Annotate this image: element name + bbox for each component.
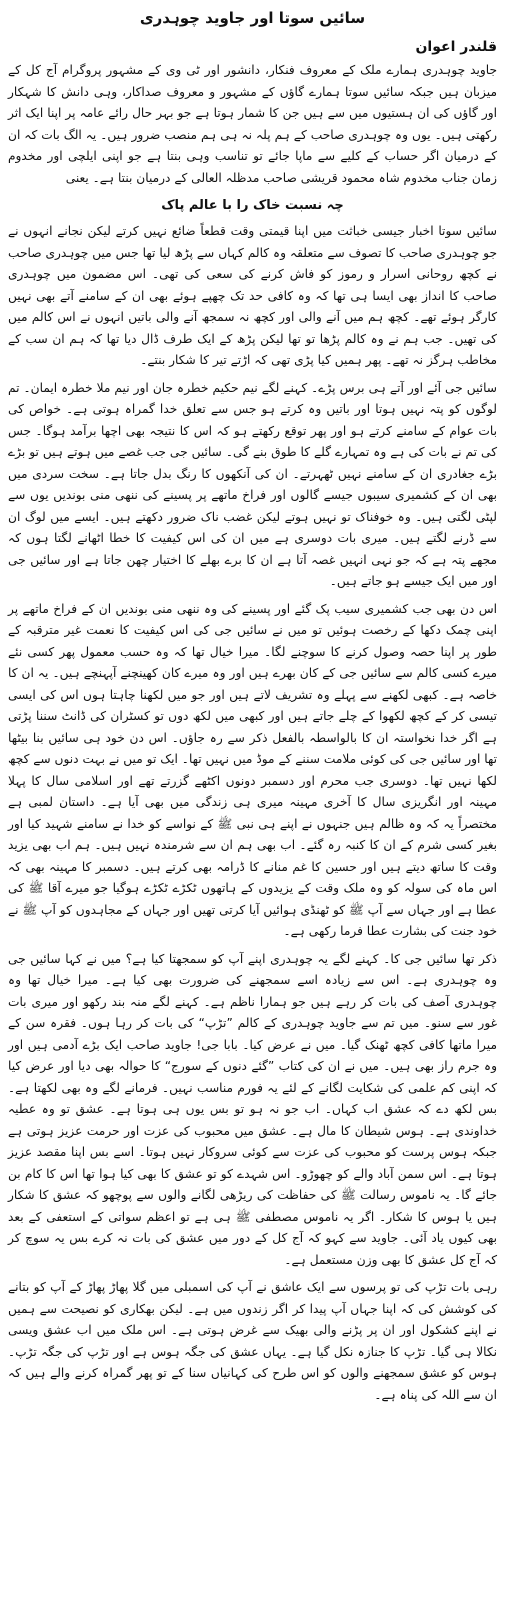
article-paragraph: ذکر تھا سائیں جی کا۔ کہنے لگے یہ چوہدری اپنے آپ کو سمجھتا کیا ہے؟ میں نے کہا سائیں جی وہ چوہدری ہے۔ اس سے زیادہ اسے سمجھنے کی ضرورت بھی کیا ہے۔ میرا خیال تھا وہ چوہدری آصف کی بات کر رہے ہیں جو ہمارا ناظم ہے۔ کہنے لگے منہ بند رکھو اور میری بات غور سے سنو۔ میں تم سے جاوید چوہدری کے کالم ”تڑپ“ کی بات کر رہا ہوں۔ فقرہ سن کے میرا ماتھا کافی کچھ ٹھنک گیا۔ میں نے عرض کیا۔ بابا جی! جاوید صاحب ایک بڑے آدمی ہیں اور وہ جرم راز بھی ہیں۔ میں نے ان کی کتاب ”گئے دنوں کے سورج“ کا حوالہ بھی دیا اور عرض کیا کہ اپنی کم علمی کی شکایت لگانے کے لئے یہ فورم مناسب نہیں۔ فرمانے لگے وہ بھی لکھتا ہے۔ بس لکھ دے کہ عشق اب کہاں۔ اب جو نہ ہو تو بس یوں ہی ہوتا ہے۔ عشق تو وہ عطیہ خداوندی ہے۔ ہوس شیطان کا مال ہے۔ عشق میں محبوب کی عزت اور حرمت عزیز ہوتی ہے جبکہ ہوس پرست کو محبوب کی عزت سے کوئی سروکار نہیں ہوتا۔ اسے بس اپنا مقصد عزیز ہوتا ہے۔ اس سمن آباد والے کو چھوڑو۔ اس شہدے کو تو عشق کا بھی کیا ہوا تھا اس کا کام بن جائے گا۔ یہ ناموس رسالت ﷺ کی حفاظت کی ریڑھی لگانے والوں سے پوچھو کہ عشق کا شکار ہیں یا ہوس کا شکار۔ اگر یہ ناموس مصطفی ﷺ ہی ہے تو اعظم سواتی کے استعفی کے بعد بھی کیوں یاد آئی۔ جاوید سے کہو کہ آج کل کے دور میں عشق کی بات نہ کرے بس یہ سوچ کر کہ آج کل عشق کا بھی وزن مستعمل ہے۔ (8, 951, 497, 1267)
article-title: سائیں سوتا اور جاوید چوہدری (139, 9, 366, 27)
article-paragraph: اس دن بھی جب کشمیری سیب پک گئے اور پسینے کی وہ ننھی منی بوندیں ان کے فراخ ماتھے پر اپنی چمک دکھا کے رخصت ہوئیں تو میں نے سائیں جی کی اس کیفیت کا نعمت غیر مترقبہ کے طور پر اپنا حصہ وصول کرنے کا سوچنے لگا۔ میرا خیال تھا کہ وہ حسب معمول پھر کسی نئے میرے کسی کالم سے سائیں جی کے کان بھرے ہیں اور وہ میرے کان کھینچنے آپہنچے ہیں۔ یہ ان کا خاصہ ہے۔ کبھی لکھنے سے پہلے وہ تشریف لاتے ہیں اور جو میں لکھنا چاہتا ہوں اس کی ایسی تیسی کر کے کچھ لکھوا کے چلے جاتے ہیں اور کبھی میں لکھ دوں تو کسٹران کی ڈانٹ سننا پڑتی ہے اگر خدا نخواستہ ان کا بالواسطہ بالفعل ذکر سے رہ جاؤں۔ اس دن خود ہی سائیں بنا بیٹھا تھا اور سائیں جی کی کوئی ملامت سننے کے موڈ میں نہیں تھا۔ ایک تو میں نے بہت دنوں سے کچھ لکھا نہیں تھا۔ دوسری جب محرم اور دسمبر دونوں اکٹھے گزرتے تھے اور اسلامی سال کا پہلا مہینہ اور انگریزی سال کا آخری مہینہ میری ہی زندگی میں بھی آیا ہے۔ داستان لمبی ہے مختصراً یہ کہ وہ ظالم ہیں جنہوں نے اپنے ہی نبی ﷺ کے نواسے کو خدا نے سامنے شہید کیا اور بغیر کسی شرم کے ان کا کنبہ رہ گئے۔ اب بھی ہم ان سے شرمندہ نہیں ہیں۔ ہم اب بھی یزید وقت کا ساتھ دیتے ہیں اور حسین کا غم منانے کا ڈرامہ بھی کرتے ہیں۔ دسمبر کا مہینہ بھی کہ اس ماہ کی سولہ کو وہ ملک وقت کے یزیدوں کے ہاتھوں ٹکڑے ٹکڑے ہوگیا جو میرے آقا ﷺ کی عطا ہے اور جہاں سے آپ ﷺ کو ٹھنڈی ہوائیں آیا کرتی تھیں اور جہاں کے مجاہدوں کو آپ ﷺ نے خود جنت کی بشارت عطا فرما رکھی ہے۔ (8, 601, 497, 938)
author-byline: قلندر اعوان (415, 39, 497, 55)
article-paragraph: سائیں سوتا اخبار جیسی خباثت میں اپنا قیمتی وقت قطعاً ضائع نہیں کرتے لیکن نجانے انہوں نے جو چوہدری صاحب کا تصوف سے متعلقہ وہ کالم کہاں سے پڑھ لیا تھا جس میں چوہدری صاحب نے کچھ روحانی اسرار و رموز کو فاش کرنے کی سعی کی تھی۔ اس مضمون میں چوہدری صاحب کا انداز بھی ایسا ہی تھا کہ وہ کافی حد تک چھپے ہوئے بھی ان کے سامنے آتے بھی نہیں کارگر ہوئے تھے۔ کچھ ہم میں آنے والی اور کچھ نہ سمجھ آنے والی باتیں انہوں نے اس کالم میں کی تھیں۔ جب ہم نے وہ کالم پڑھا تو تھا لیکن پڑھ کے ایک طرف ڈال دیا تھا کہ ہم ان سب کے مخاطب ہرگز نہ تھے۔ پھر ہمیں کیا پڑی تھی کہ اڑتے تیر کا شکار بنتے۔ (8, 224, 497, 367)
article-paragraph: سائیں جی آئے اور آتے ہی برس پڑے۔ کہنے لگے نیم حکیم خطرہ جان اور نیم ملا خطرہ ایمان۔ تم لوگوں کو پتہ نہیں ہوتا اور باتیں وہ کرتے ہو جس سے تعلق خدا گمراہ ہوتی ہے۔ خواص کی بات عوام کے سامنے کرتے ہو اور پھر توقع رکھتے ہو کہ اس کا نتیجہ بھی اچھا برآمد ہوگا۔ جس کی تم نے بات کی ہے وہ تمہارے گلے کا طوق بنے گی۔ سائیں جی جب غصے میں ہوتے ہیں تو بڑے بڑے جغادری ان کے سامنے نہیں ٹھہرتے۔ ان کی آنکھوں کا رنگ بدل جاتا ہے۔ سخت سردی میں بھی ان کے کشمیری سیبوں جیسے گالوں اور فراخ ماتھے پر پسینے کی ننھی منی بوندیں یوں سے لپٹی لگتی ہیں۔ وہ خوفناک تو نہیں ہوتے لیکن غضب ناک ضرور دکھتے ہیں۔ ایسے میں لوگ ان سے ڈرنے لگتے ہیں۔ میری بات دوسری ہے میں ان کی اس کیفیت کا خطا اٹھانے لگتا ہوں کہ مجھے پتہ ہے کہ جو نہی انہیں غصہ آتا ہے ان کا برے بھلے کا اختیار چھن جاتا ہے اور سائیں جی اور میں ایک جیسے ہو جاتے ہیں۔ (8, 380, 497, 588)
article-paragraph: رہی بات تڑپ کی تو پرسوں سے ایک عاشق نے آپ کی اسمبلی میں گلا پھاڑ پھاڑ کے آپ کو بتانے کی کوشش کی کہ اپنا جہاں آپ پیدا کر اگر زندوں میں ہے۔ لیکن بھکاری کو نصیحت سے ہمیں نے اپنے کشکول اور ان پر پڑنے والی بھیک سے غرض ہوتی ہے۔ اس ملک میں اب عشق ویسی نکالا ہی گیا۔ تڑپ کا جنازہ نکل گیا ہے۔ یہاں عشق کی جگہ ہوس ہے اور تڑپ کی جگہ تڑپ۔ ہوس کو عشق سمجھنے والوں کو اس طرح کی کہانیاں سنا کے تو پھر گمراہ کرنے والے ہیں کہ ان سے اللہ کی پناہ ہے۔ (8, 1280, 497, 1402)
article-paragraph: جاوید چوہدری ہمارے ملک کے معروف فنکار، دانشور اور ٹی وی کے مشہور پروگرام آج کل کے میزبان ہیں جبکہ سائیں سوتا ہمارے گاؤں کے مشہور و معروف صداکار، وہی دانش کا شہکار اور گاؤں کی ان ہستیوں میں سے ہیں جن کا شمار ہوتا ہے جو بہر حال رائے عامہ پر اپنا ایک اثر رکھتی ہیں۔ یوں وہ چوہدری صاحب کے ہم پلہ نہ ہی ہم منصب ضرور ہیں۔ یہ الگ بات کہ ان کے درمیان اگر حساب کے کلیے سے ماپا جائے تو تناسب وہی بنتا ہے جو اپنی ایلچی اور مخدوم زمان جناب مخدوم شاہ محمود قریشی صاحب مدظلہ العالی کے درمیان بنتا ہے۔ یعنی (8, 63, 497, 185)
couplet-line: چہ نسبت خاک را با عالم پاک (161, 198, 344, 213)
